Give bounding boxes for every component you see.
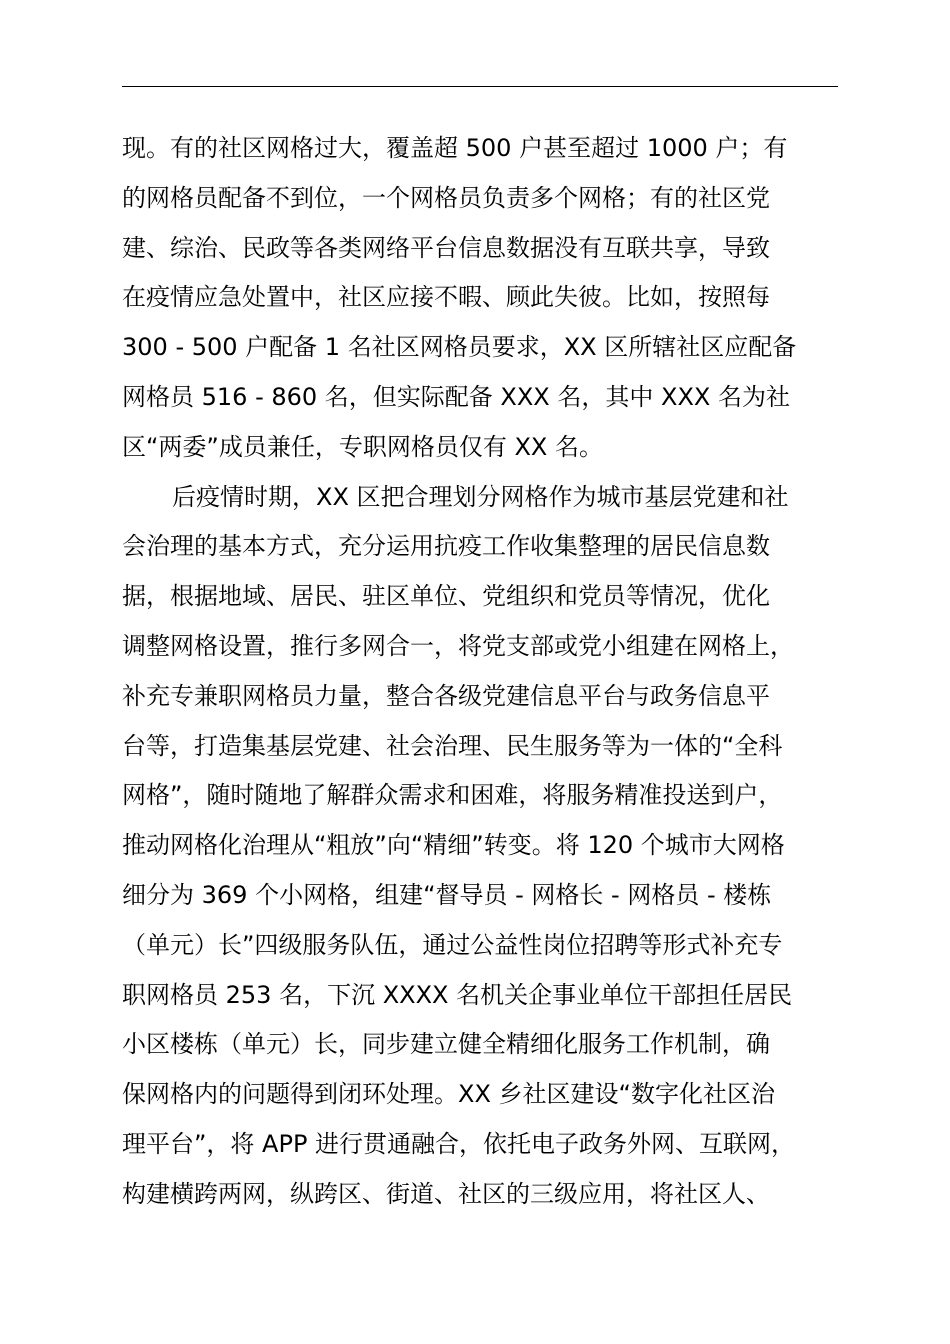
text-line: 小区楼栋（单元）长，同步建立健全精细化服务工作机制，确 bbox=[122, 1030, 770, 1059]
text-line: 台等，打造集基层党建、社会治理、民生服务等为一体的“全科 bbox=[122, 731, 783, 760]
text-line: 调整网格设置，推行多网合一，将党支部或党小组建在网格上， bbox=[122, 631, 794, 660]
text-line: 会治理的基本方式，充分运用抗疫工作收集整理的居民信息数 bbox=[122, 532, 770, 561]
text-line: 建、综治、民政等各类网络平台信息数据没有互联共享，导致 bbox=[122, 233, 770, 262]
text-line: 细分为 369 个小网格，组建“督导员 - 网格长 - 网格员 - 楼栋 bbox=[122, 880, 772, 909]
text-line: 补充专兼职网格员力量，整合各级党建信息平台与政务信息平 bbox=[122, 681, 770, 710]
document-body bbox=[122, 124, 852, 1220]
text-line: 保网格内的问题得到闭环处理。XX 乡社区建设“数字化社区治 bbox=[122, 1080, 775, 1109]
paragraph-2 bbox=[122, 473, 852, 1220]
text-line: 后疫情时期，XX 区把合理划分网格作为城市基层党建和社 bbox=[172, 482, 789, 511]
text-line: 据，根据地域、居民、驻区单位、党组织和党员等情况，优化 bbox=[122, 582, 770, 611]
paragraph-1 bbox=[122, 124, 852, 473]
text-line: 现。有的社区网格过大，覆盖超 500 户甚至超过 1000 户；有 bbox=[122, 134, 788, 162]
text-line: 推动网格化治理从“粗放”向“精细”转变。将 120 个城市大网格 bbox=[122, 831, 785, 860]
text-line: 区“两委”成员兼任，专职网格员仅有 XX 名。 bbox=[122, 432, 604, 461]
text-line: 网格”，随时随地了解群众需求和困难，将服务精准投送到户， bbox=[122, 781, 783, 810]
text-line: 职网格员 253 名，下沉 XXXX 名机关企事业单位干部担任居民 bbox=[122, 980, 793, 1009]
text-line: （单元）长”四级服务队伍，通过公益性岗位招聘等形式补充专 bbox=[122, 930, 783, 959]
header-rule bbox=[122, 86, 838, 87]
text-line: 理平台”，将 APP 进行贯通融合，依托电子政务外网、互联网， bbox=[122, 1129, 796, 1158]
text-line: 300 - 500 户配备 1 名社区网格员要求，XX 区所辖社区应配备 bbox=[122, 333, 797, 362]
text-line: 网格员 516 - 860 名，但实际配备 XXX 名，其中 XXX 名为社 bbox=[122, 382, 790, 411]
text-line: 的网格员配备不到位，一个网格员负责多个网格；有的社区党 bbox=[122, 183, 770, 212]
text-line: 在疫情应急处置中，社区应接不暇、顾此失彼。比如，按照每 bbox=[122, 283, 770, 312]
text-line: 构建横跨两网，纵跨区、街道、社区的三级应用，将社区人、 bbox=[122, 1179, 770, 1208]
